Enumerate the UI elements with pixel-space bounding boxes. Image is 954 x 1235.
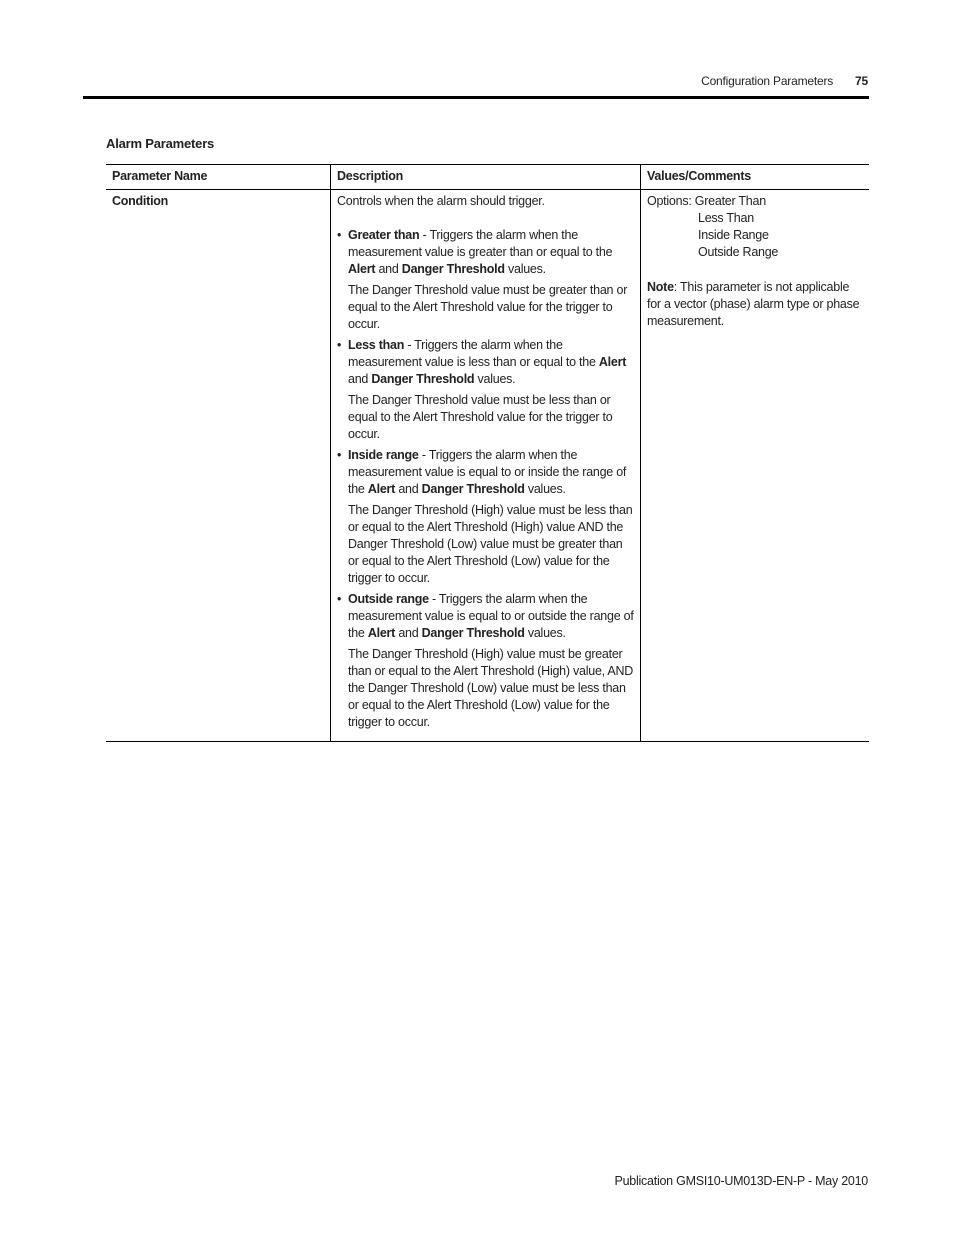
bullet-alert: Alert bbox=[598, 355, 627, 369]
column-header-values-comments: Values/Comments bbox=[641, 165, 870, 190]
column-header-description: Description bbox=[331, 165, 641, 190]
bullet-and: and bbox=[395, 626, 422, 640]
bullet-danger: Danger Threshold bbox=[421, 626, 525, 640]
table-title: Alarm Parameters bbox=[106, 136, 215, 151]
header-section-title: Configuration Parameters bbox=[701, 74, 834, 88]
bullet-tail: values. bbox=[524, 482, 566, 496]
bullet-text: - Triggers the alarm when the measurement value is less than or equal to the bbox=[348, 338, 599, 369]
bullet-danger: Danger Threshold bbox=[371, 372, 475, 386]
bullet-alert: Alert bbox=[348, 262, 376, 276]
bullet-term: Outside range bbox=[348, 592, 429, 606]
bullet-less-than bbox=[337, 337, 634, 388]
description-cell bbox=[331, 190, 641, 742]
bullet-alert: Alert bbox=[367, 482, 396, 496]
bullet-danger: Danger Threshold bbox=[421, 482, 525, 496]
bullet-text: - Triggers the alarm when the measurement value is equal to or inside the range of the bbox=[348, 448, 627, 496]
option-less-than: Less Than bbox=[698, 211, 754, 225]
header-rule bbox=[83, 96, 869, 99]
bullet-alert: Alert bbox=[367, 626, 396, 640]
bullet-dot-icon: • bbox=[337, 448, 342, 462]
running-header bbox=[701, 74, 868, 88]
bullet-and: and bbox=[395, 482, 422, 496]
bullet-inside-range bbox=[337, 447, 634, 498]
bullet-danger: Danger Threshold bbox=[401, 262, 505, 276]
bullet-tail: values. bbox=[474, 372, 516, 386]
bullet-detail: The Danger Threshold (High) value must be greater than or equal to the Alert Threshold (High) value, AND the Danger Threshold (Low) value must be less than or equal to the Alert Threshold (Low) value for the trigger to occur. bbox=[348, 647, 634, 729]
note bbox=[647, 279, 863, 330]
bullet-text: - Triggers the alarm when the measurement value is greater than or equal to the bbox=[348, 228, 613, 259]
bullet-tail: values. bbox=[524, 626, 566, 640]
bullet-term: Inside range bbox=[348, 448, 419, 462]
bullet-detail: The Danger Threshold value must be less than or equal to the Alert Threshold value for the trigger to occur. bbox=[348, 393, 613, 441]
bullet-greater-than bbox=[337, 227, 634, 278]
table-row bbox=[106, 190, 869, 742]
column-header-parameter-name: Parameter Name bbox=[106, 165, 331, 190]
options-first: Options: Greater Than bbox=[647, 194, 766, 208]
parameter-name-cell: Condition bbox=[106, 190, 331, 742]
bullet-and: and bbox=[348, 372, 372, 386]
note-label: Note bbox=[647, 280, 674, 294]
bullet-term: Less than bbox=[348, 338, 405, 352]
bullet-and: and bbox=[375, 262, 402, 276]
bullet-detail: The Danger Threshold (High) value must be less than or equal to the Alert Threshold (High) value AND the Danger Threshold (Low) value must be greater than or equal to the Alert Threshold (Low) value for the trigger to occur. bbox=[348, 503, 633, 585]
bullet-term: Greater than bbox=[348, 228, 420, 242]
alarm-parameters-table bbox=[106, 164, 869, 742]
bullet-tail: values. bbox=[504, 262, 546, 276]
publication-footer: Publication GMSI10-UM013D-EN-P - May 2010 bbox=[614, 1174, 868, 1188]
values-cell bbox=[641, 190, 870, 742]
bullet-dot-icon: • bbox=[337, 228, 342, 242]
option-inside-range: Inside Range bbox=[698, 228, 769, 242]
table-header-row bbox=[106, 165, 869, 190]
bullet-outside-range bbox=[337, 591, 634, 642]
description-intro: Controls when the alarm should trigger. bbox=[337, 194, 545, 208]
page-number: 75 bbox=[855, 74, 868, 88]
option-outside-range: Outside Range bbox=[698, 245, 779, 259]
bullet-detail: The Danger Threshold value must be greater than or equal to the Alert Threshold value for the trigger to occur. bbox=[348, 283, 628, 331]
bullet-dot-icon: • bbox=[337, 338, 342, 352]
bullet-text: - Triggers the alarm when the measurement value is equal to or outside the range of the bbox=[348, 592, 634, 640]
note-text: : This parameter is not applicable for a vector (phase) alarm type or phase measurement. bbox=[647, 280, 860, 328]
bullet-dot-icon: • bbox=[337, 592, 342, 606]
